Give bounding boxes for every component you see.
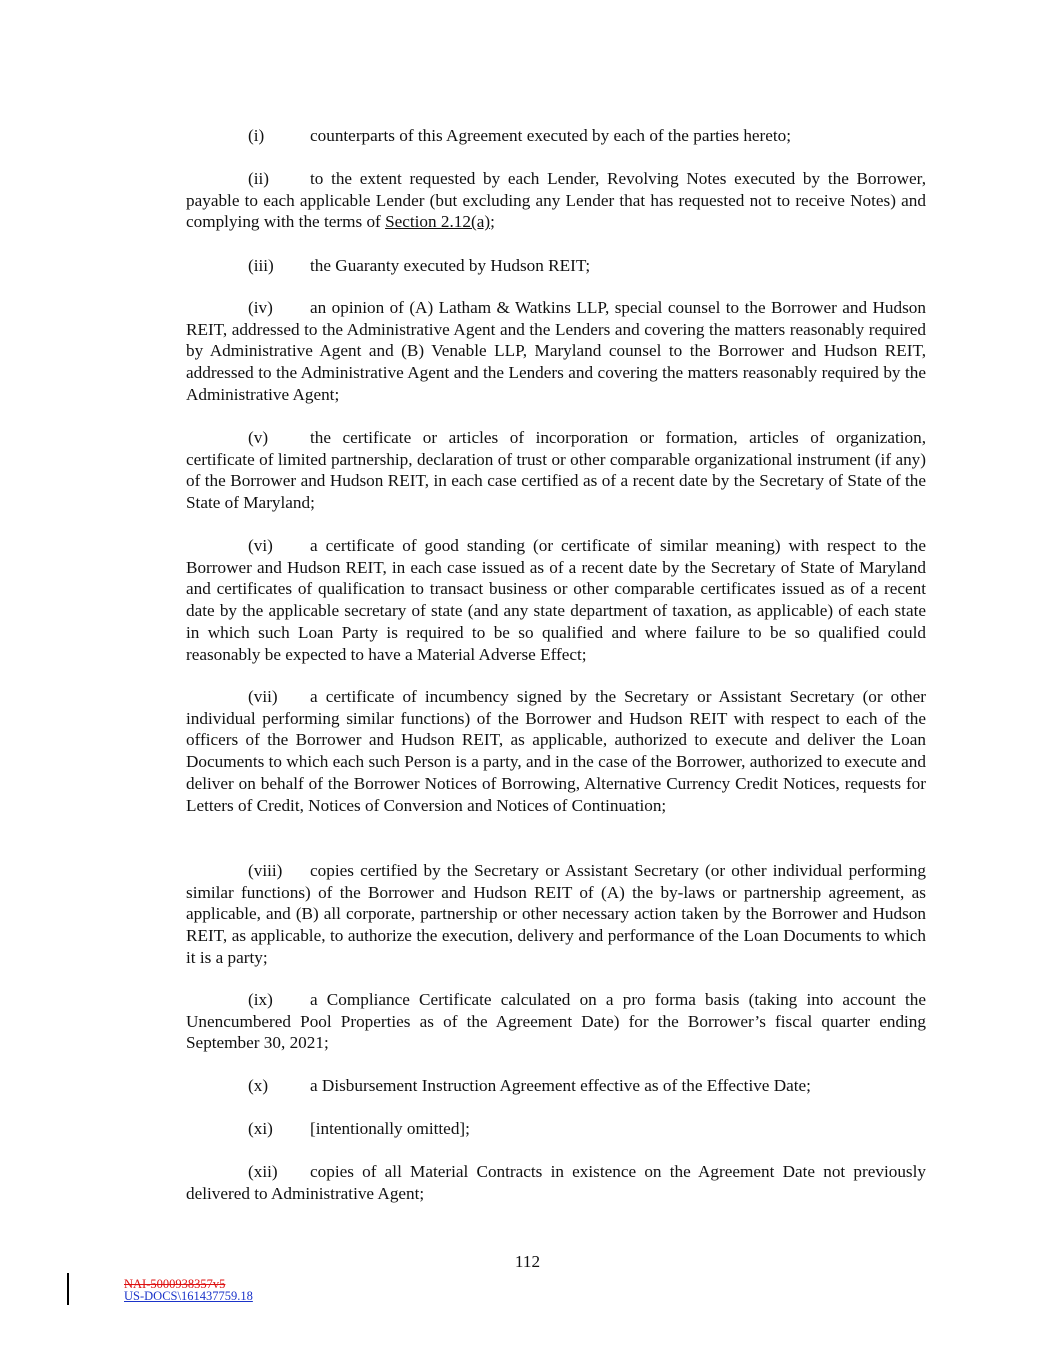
clause-text: a Disbursement Instruction Agreement effective as of the Effective Date; — [310, 1076, 811, 1095]
clause-text: an opinion of (A) Latham & Watkins LLP, special counsel to the Borrower and Hudson REIT, addressed to the Administrative Agent and the Lenders and covering the matters reasonably required by Administrative Agent and (B) Venable LLP, Maryland counsel to the Borrower and Hudson REIT, addressed to the Administrative Agent and the Lenders and covering the matters reasonably required by the Administrative Agent; — [186, 298, 926, 404]
clause-text: a certificate of good standing (or certificate of similar meaning) with respect to the Borrower and Hudson REIT, in each case issued as of a recent date by the Secretary of State of Maryland and certificates of qualification to transact business or other comparable certificates issued as of a recent date by the applicable secretary of state (and any state department of taxation, as applicable) of each state in which such Loan Party is required to be so qualified and where failure to be so qualified could reasonably be expected to have a Material Adverse Effect; — [186, 536, 926, 664]
clause-number: (vi) — [248, 536, 273, 555]
clause-number: (v) — [248, 428, 269, 447]
footer-doc-id: US-DOCS\161437759.18 — [124, 1289, 253, 1303]
clause-text-end: ; — [490, 212, 495, 232]
clause-number: (i) — [248, 126, 265, 145]
clause-text: counterparts of this Agreement executed by each of the parties hereto; — [310, 126, 792, 145]
section-reference-link[interactable]: Section 2.12(a) — [385, 212, 491, 232]
footer-old-doc-id: NAI-5000938357v5 — [124, 1277, 226, 1291]
clause-text: copies of all Material Contracts in existence on the Agreement Date not previously delivered to Administrative Agent; — [186, 1162, 926, 1203]
clause-number: (xi) — [248, 1119, 273, 1138]
clause-iv — [186, 297, 926, 406]
clause-text: copies certified by the Secretary or Assistant Secretary (or other individual performing similar functions) of the Borrower and Hudson REIT of (A) the by-laws or partnership agreement, as applicable, and (B) all corporate, partnership or other necessary action taken by the Borrower and Hudson REIT, as applicable, to authorize the execution, delivery and performance of the Loan Documents to which it is a party; — [186, 861, 926, 967]
clause-number: (iii) — [248, 256, 274, 275]
clause-vi — [186, 535, 926, 665]
clause-text: the certificate or articles of incorporation or formation, articles of organization, certificate of limited partnership, declaration of trust or other comparable organizational instrument (if any) of the Borrower and Hudson REIT, in each case certified as of a recent date by the Secretary of State of the State of Maryland; — [186, 428, 926, 513]
clause-i — [186, 125, 926, 147]
change-bar — [67, 1273, 69, 1305]
clause-vii — [186, 686, 926, 816]
clause-number: (x) — [248, 1076, 269, 1095]
clause-number: (iv) — [248, 298, 273, 317]
clause-ii — [186, 168, 926, 233]
clause-text: a certificate of incumbency signed by the Secretary or Assistant Secretary (or other individual performing similar functions) of the Borrower and Hudson REIT with respect to each of the officers of the Borrower and Hudson REIT, as applicable, authorized to execute and deliver the Loan Documents to which each such Person is a party, and in the case of the Borrower, authorized to execute and deliver on behalf of the Borrower Notices of Borrowing, Alternative Currency Credit Notices, requests for Letters of Credit, Notices of Conversion and Notices of Continuation; — [186, 687, 926, 815]
clause-number: (xii) — [248, 1162, 278, 1181]
clause-ix — [186, 989, 926, 1054]
clause-v — [186, 427, 926, 514]
clause-text: a Compliance Certificate calculated on a pro forma basis (taking into account the Unencumbered Pool Properties as of the Agreement Date) for the Borrower’s fiscal quarter ending September 30, 2021; — [186, 990, 926, 1053]
clause-xii — [186, 1161, 926, 1204]
clause-number: (ix) — [248, 990, 273, 1009]
clause-text: the Guaranty executed by Hudson REIT; — [310, 256, 591, 275]
page-number: 112 — [514, 1252, 541, 1271]
clause-iii — [186, 255, 926, 277]
clause-number: (vii) — [248, 687, 278, 706]
clause-number: (viii) — [248, 861, 283, 880]
clause-xi — [186, 1118, 926, 1140]
clause-number: (ii) — [248, 169, 269, 188]
clause-text: [intentionally omitted]; — [310, 1119, 470, 1138]
clause-viii — [186, 860, 926, 969]
clause-x — [186, 1075, 926, 1097]
clause-text: to the extent requested by each Lender, Revolving Notes executed by the Borrower, payable to each applicable Lender (but excluding any Lender that has requested not to receive Notes) and complying with the terms of — [186, 169, 926, 232]
